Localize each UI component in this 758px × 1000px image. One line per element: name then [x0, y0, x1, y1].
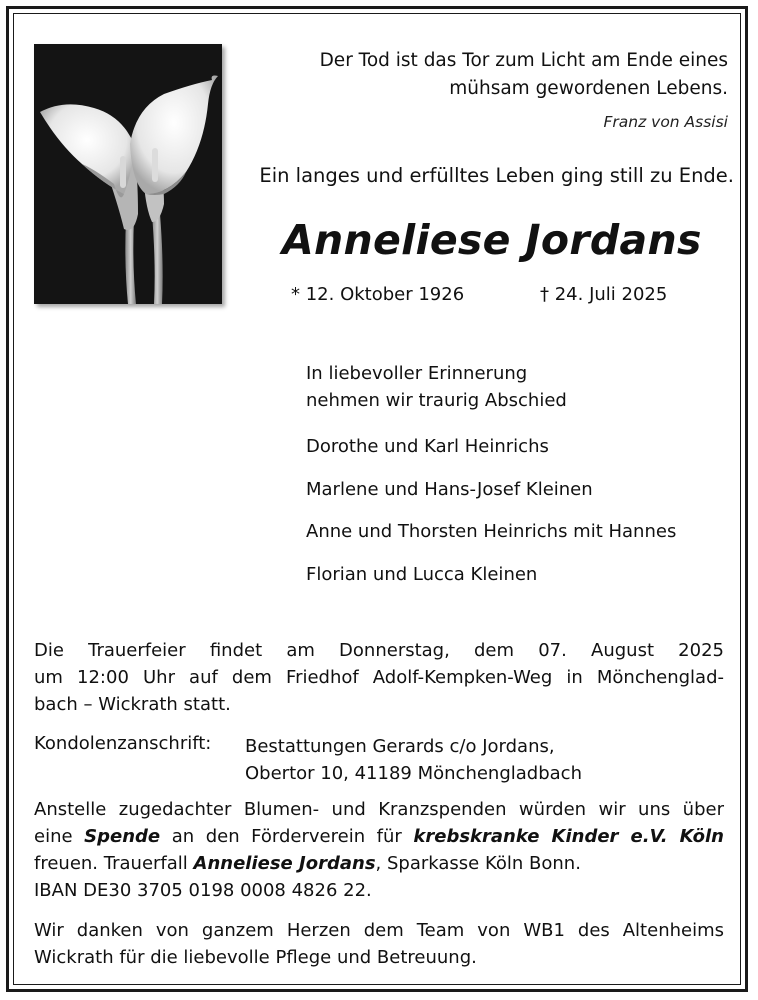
memory-line: In liebevoller Erinnerung [306, 363, 528, 384]
address-line: Bestattungen Gerards c/o Jordans, [245, 736, 555, 757]
donation-text: an den Förderverein für [171, 826, 402, 847]
donation-line [34, 850, 724, 877]
donation-emphasis: Spende [84, 826, 161, 847]
address-line: Obertor 10, 41189 Mönchengladbach [245, 763, 582, 784]
family-member: Dorothe und Karl Heinrichs [306, 436, 549, 457]
charity-name: krebskranke Kinder e.V. Köln [413, 826, 724, 847]
donation-line: Anstelle zugedachter Blumen- und Kranzspenden würden wir uns über [34, 799, 724, 820]
ceremony-notice [34, 637, 724, 718]
quote-line: Der Tod ist das Tor zum Licht am Ende eines [319, 50, 728, 71]
donation-line [34, 823, 724, 850]
ceremony-line: um 12:00 Uhr auf dem Friedhof Adolf-Kempken-Weg in Mönchenglad- [34, 667, 724, 688]
quote [268, 47, 728, 103]
thanks-line: Wir danken von ganzem Herzen dem Team von WB1 des Altenheims [34, 920, 724, 941]
memory-line: nehmen wir traurig Abschied [306, 390, 567, 411]
calla-lily-icon [34, 44, 222, 304]
family-member: Marlene und Hans-Josef Kleinen [306, 478, 593, 500]
calla-lily-image [34, 44, 222, 304]
donation-text: eine [34, 826, 73, 847]
family-member: Anne und Thorsten Heinrichs mit Hannes [306, 521, 677, 542]
family-member: Florian und Lucca Kleinen [306, 563, 538, 585]
ceremony-line: Die Trauerfeier findet am Donnerstag, dem 07. August 2025 [34, 640, 724, 661]
donation-notice [34, 796, 724, 877]
life-statement: Ein langes und erfülltes Leben ging still zu Ende. [259, 164, 734, 187]
quote-line: mühsam gewordenen Lebens. [449, 78, 728, 99]
birth-date: * 12. Oktober 1926 [291, 284, 465, 305]
condolence-address [245, 733, 582, 787]
iban: IBAN DE30 3705 0198 0008 4826 22. [34, 880, 372, 901]
case-name: Anneliese Jordans [193, 853, 376, 874]
deceased-name: Anneliese Jordans [282, 216, 702, 264]
thanks-notice [34, 917, 724, 971]
donation-text: freuen. Trauerfall [34, 853, 188, 874]
memory-text [306, 360, 567, 414]
thanks-line: Wickrath für die liebevolle Pflege und Betreuung. [34, 947, 477, 968]
family-list [306, 436, 676, 606]
donation-text: , Sparkasse Köln Bonn. [375, 853, 581, 874]
death-date: † 24. Juli 2025 [540, 284, 668, 305]
quote-author: Franz von Assisi [603, 113, 728, 131]
condolence-label: Kondolenzanschrift: [34, 733, 212, 754]
ceremony-line: bach – Wickrath statt. [34, 694, 231, 715]
